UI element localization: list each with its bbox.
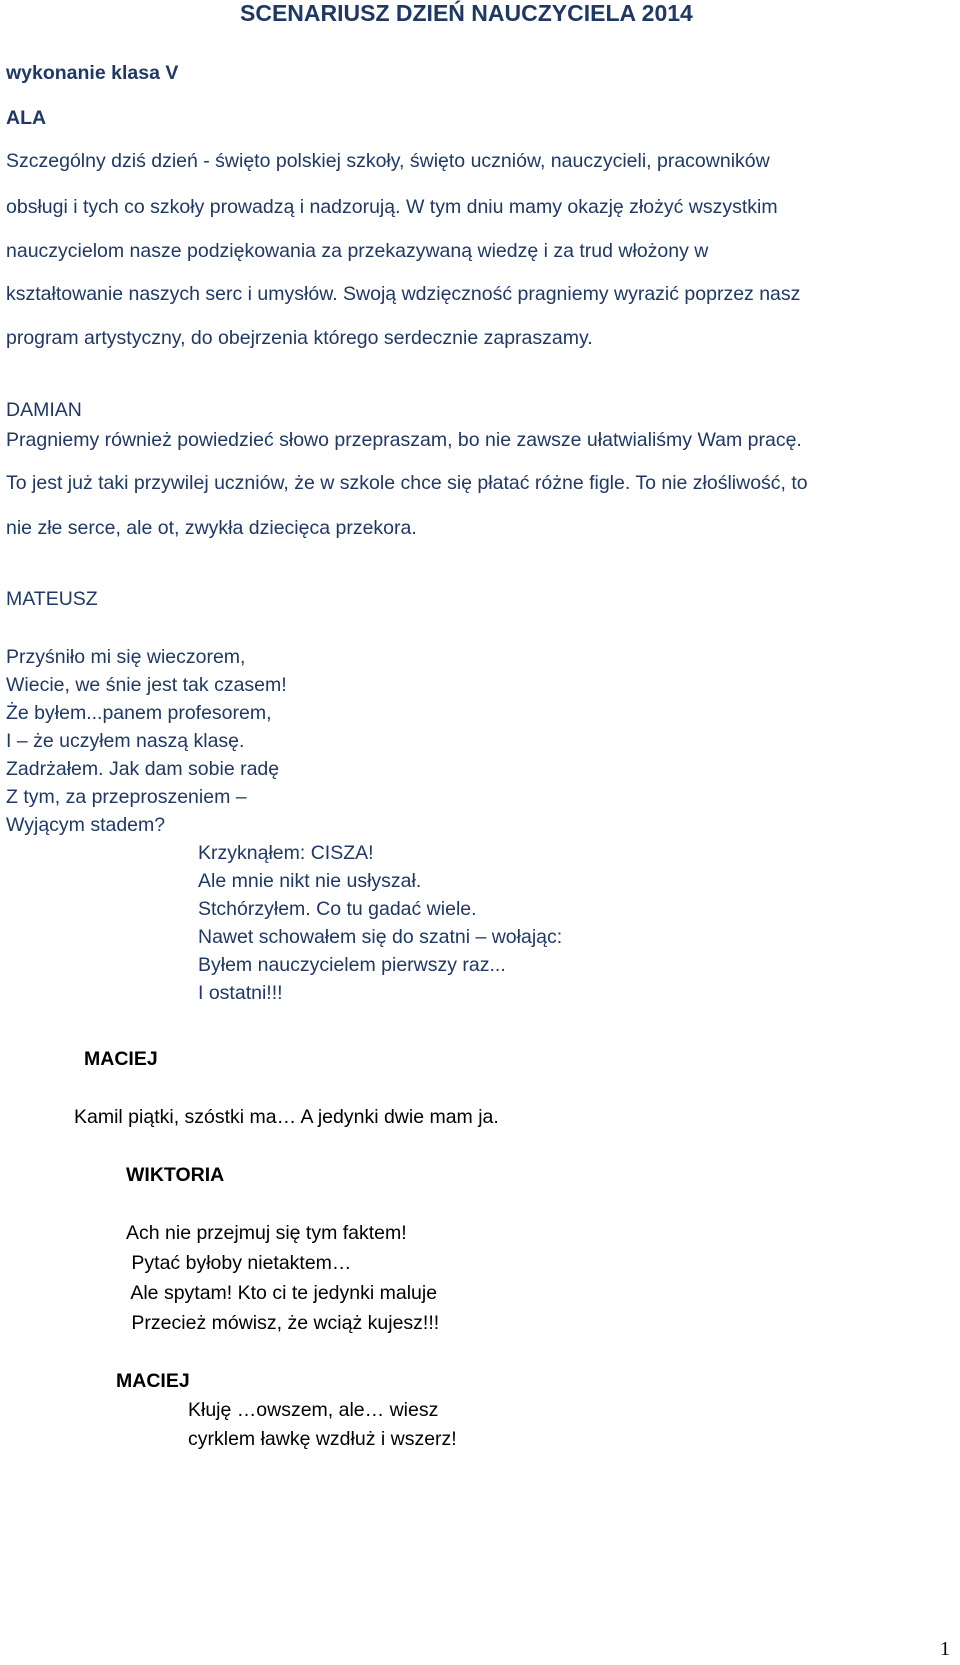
speech-line: nauczycielom nasze podziękowania za przekazywaną wiedzę i za trud włożony w — [6, 240, 709, 262]
poem-line: Byłem nauczycielem pierwszy raz... — [198, 954, 506, 976]
speaker-name-ala: ALA — [6, 107, 47, 129]
speech-line: nie złe serce, ale ot, zwykła dziecięca przekora. — [6, 517, 417, 539]
poem-line: Stchórzyłem. Co tu gadać wiele. — [198, 898, 477, 920]
speech-line: Szczególny dziś dzień - święto polskiej szkoły, święto uczniów, nauczycieli, pracowników — [6, 150, 770, 172]
poem-line: Ale mnie nikt nie usłyszał. — [198, 870, 422, 892]
poem-line: I – że uczyłem naszą klasę. — [6, 730, 245, 752]
speaker-name-damian: DAMIAN — [6, 399, 82, 421]
poem-line: Przyśniło mi się wieczorem, — [6, 646, 246, 668]
poem-line: Z tym, za przeproszeniem – — [6, 786, 247, 808]
speech-line: Kamil piątki, szóstki ma… A jedynki dwie mam ja. — [74, 1106, 499, 1128]
speaker-name-mateusz: MATEUSZ — [6, 588, 98, 610]
speech-line: obsługi i tych co szkoły prowadzą i nadzorują. W tym dniu mamy okazję złożyć wszystkim — [6, 196, 778, 218]
poem-line: Krzyknąłem: CISZA! — [198, 842, 374, 864]
speaker-name-maciej: MACIEJ — [84, 1048, 158, 1070]
poem-line: Zadrżałem. Jak dam sobie radę — [6, 758, 280, 780]
poem-line: Pytać byłoby nietaktem… — [126, 1252, 352, 1274]
speech-line: Pragniemy również powiedzieć słowo przepraszam, bo nie zawsze ułatwialiśmy Wam pracę. — [6, 429, 802, 451]
speech-line: kształtowanie naszych serc i umysłów. Swoją wdzięczność pragniemy wyrazić poprzez nasz — [6, 283, 801, 305]
poem-line: Ach nie przejmuj się tym faktem! — [126, 1222, 407, 1244]
poem-line: Przecież mówisz, że wciąż kujesz!!! — [126, 1312, 440, 1334]
speaker-name-maciej-2: MACIEJ — [116, 1370, 190, 1392]
poem-line: Kłuję …owszem, ale… wiesz — [188, 1399, 439, 1421]
speech-line: To jest już taki przywilej uczniów, że w szkole chce się płatać różne figle. To nie złośliwość, to — [6, 472, 808, 494]
speech-line: program artystyczny, do obejrzenia którego serdecznie zapraszamy. — [6, 327, 593, 349]
document-subtitle: wykonanie klasa V — [6, 62, 179, 84]
poem-line: Ale spytam! Kto ci te jedynki maluje — [126, 1282, 438, 1304]
poem-line: Wiecie, we śnie jest tak czasem! — [6, 674, 287, 696]
poem-line: cyrklem ławkę wzdłuż i wszerz! — [188, 1428, 457, 1450]
poem-line: I ostatni!!! — [198, 982, 283, 1004]
poem-line: Wyjącym stadem? — [6, 814, 166, 836]
speaker-name-wiktoria: WIKTORIA — [126, 1164, 225, 1186]
page-number: 1 — [940, 1638, 950, 1660]
poem-line: Nawet schowałem się do szatni – wołając: — [198, 926, 563, 948]
document-title: SCENARIUSZ DZIEŃ NAUCZYCIELA 2014 — [240, 0, 693, 26]
poem-line: Że byłem...panem profesorem, — [6, 702, 272, 724]
